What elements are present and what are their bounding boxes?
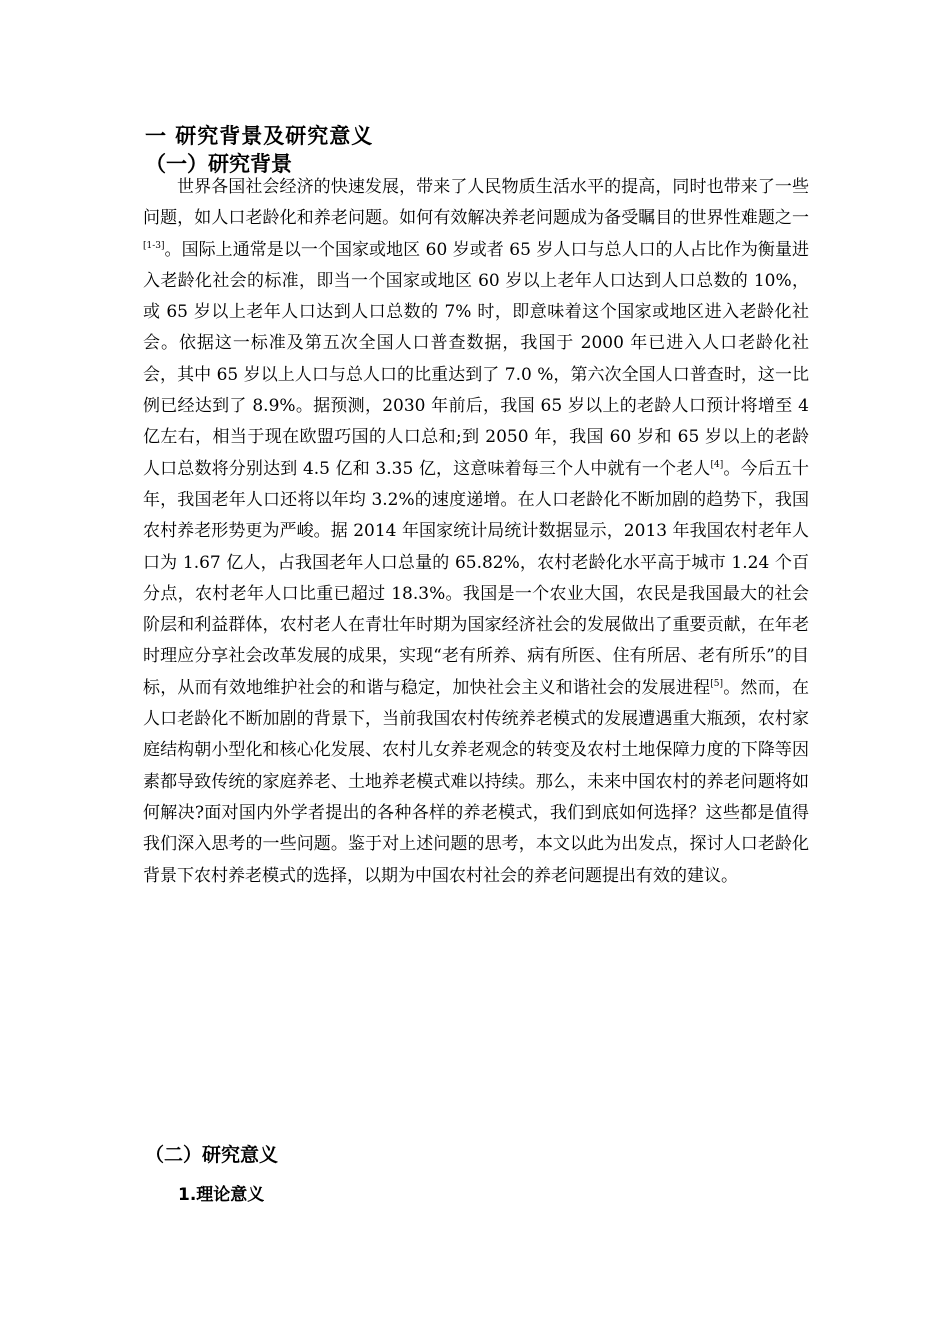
paragraph-text-3: 。今后五十年，我国老年人口还将以年均 3.2%的速度递增。在人口老龄化不断加剧的趋势下，我国农村养老形势更为严峻。据 2014 年国家统计局统计数据显示，2013 年我国农村老年人口为 1.67 亿人，占我国老年人口总量的 65.82%，农村老龄化水平高于城市 1.24 个百分点，农村老年人口比重已超过 18.3%。我国是一个农业大国，农民是我国最大的社会阶层和利益群体，农村老人在青壮年时期为国家经济社会的发展做出了重要贡献，在年老时理应分享社会改革发展的成果，实现“老有所养、病有所医、住有所居、老有所乐”的目标，从而有效地维护社会的和谐与稳定，加快社会主义和谐社会的发展进程 — [143, 458, 809, 698]
citation-1-3: [1-3] — [143, 240, 165, 251]
background-paragraph — [143, 172, 809, 892]
paragraph-text-4: 。然而，在人口老龄化不断加剧的背景下，当前我国农村传统养老模式的发展遭遇重大瓶颈，农村家庭结构朝小型化和核心化发展、农村儿女养老观念的转变及农村土地保障力度的下降等因素都导致传统的家庭养老、土地养老模式难以持续。那么，未来中国农村的养老问题将如何解决?面对国内外学者提出的各种各样的养老模式，我们到底如何选择？这些都是值得我们深入思考的一些问题。鉴于对上述问题的思考，本文以此为出发点，探讨人口老龄化背景下农村养老模式的选择，以期为中国农村社会的养老问题提出有效的建议。 — [143, 677, 810, 886]
citation-5: [5] — [710, 678, 724, 689]
paragraph-text-1: 世界各国社会经济的快速发展，带来了人民物质生活水平的提高，同时也带来了一些问题，如人口老龄化和养老问题。如何有效解决养老问题成为备受瞩目的世界性难题之一 — [143, 177, 809, 229]
subsection-title-significance: （二）研究意义 — [145, 1144, 279, 1166]
subsection-title-background: （一）研究背景 — [145, 152, 292, 176]
paragraph-text-2: 。国际上通常是以一个国家或地区 60 岁或者 65 岁人口与总人口的人占比作为衡量进入老龄化社会的标准，即当一个国家或地区 60 岁以上老年人口达到人口总数的 10%，或 65 岁以上老年人口达到人口总数的 7% 时，即意味着这个国家或地区进入老龄化社会。依据这一标准及第五次全国人口普查数据，我国于 2000 年已进入人口老龄化社会，其中 65 岁以上人口与总人口的比重达到了 7.0 %，第六次全国人口普查时，这一比例已经达到了 8.9%。据预测，2030 年前后，我国 65 岁以上的老龄人口预计将增至 4 亿左右，相当于现在欧盟巧国的人口总和;到 2050 年，我国 60 岁和 65 岁以上的老龄人口总数将分别达到 4.5 亿和 3.35 亿，这意味着每三个人中就有一个老人 — [143, 239, 809, 479]
subsubsection-title-theory: 1.理论意义 — [178, 1185, 265, 1205]
section-title: 一 研究背景及研究意义 — [145, 124, 374, 148]
citation-4: [4] — [710, 459, 724, 470]
